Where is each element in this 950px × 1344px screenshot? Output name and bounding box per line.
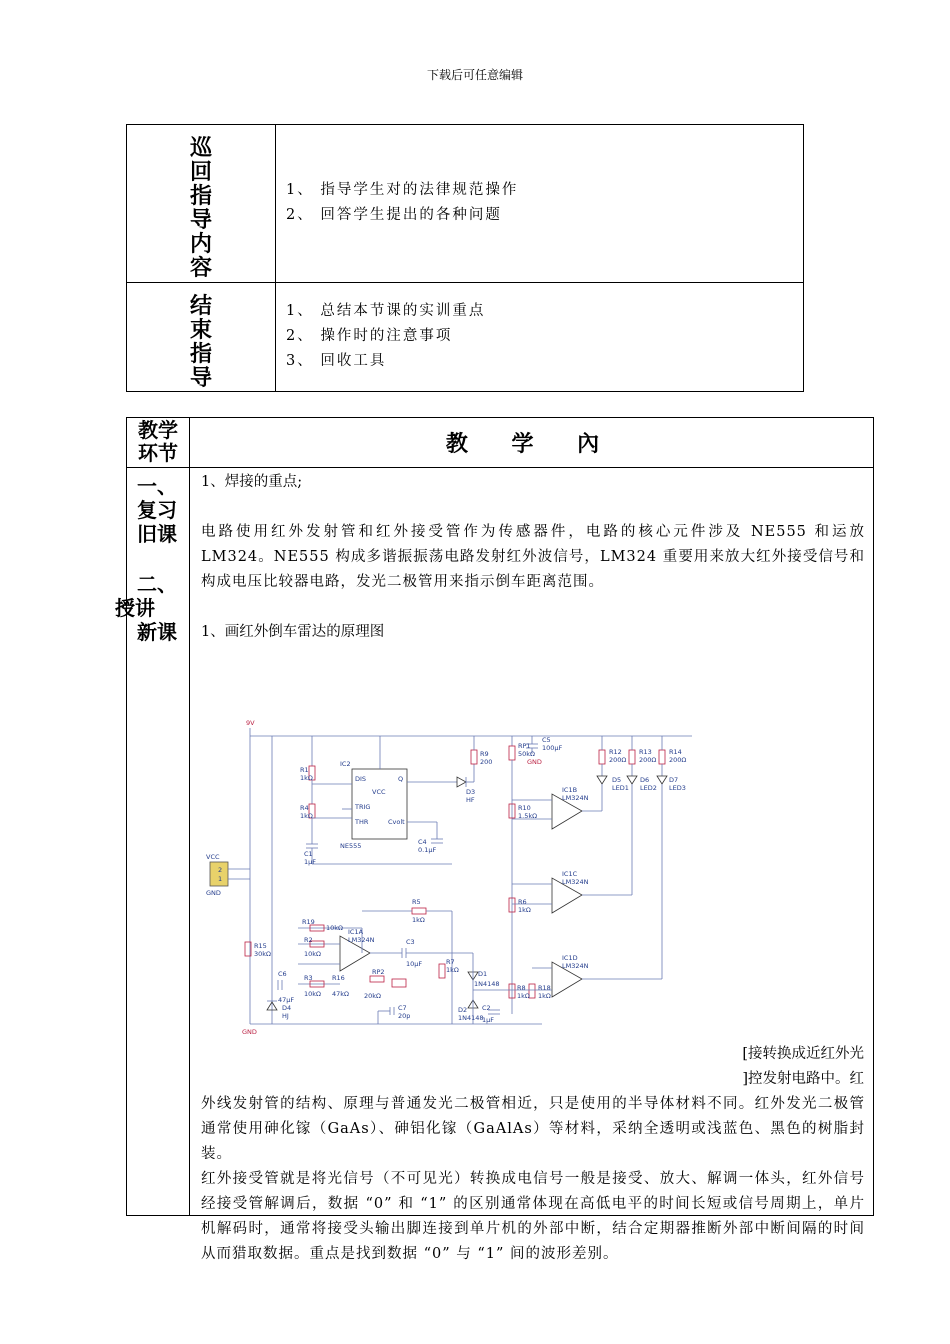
label-c5: C5 xyxy=(542,736,551,744)
lesson-table xyxy=(115,417,874,1262)
label-d1v: 1N4148 xyxy=(474,980,500,988)
row-label: 巡回指导内容 xyxy=(127,125,276,283)
label-gnd-bottom: GND xyxy=(242,1028,257,1036)
label-c7v: 20p xyxy=(398,1012,411,1020)
label-r14: R14 xyxy=(669,748,682,756)
label-d2v: 1N4148 xyxy=(458,1014,484,1022)
cut-text-line-2: ]控发射电路中。红 xyxy=(742,1071,864,1087)
label-d4v: HJ xyxy=(282,1012,289,1020)
label-gnd-top: GND xyxy=(527,758,542,766)
label-r16: R16 xyxy=(332,974,345,982)
label-r18: R18 xyxy=(538,984,551,992)
label-led2: LED2 xyxy=(640,784,657,792)
label-r4: R4 xyxy=(300,804,309,812)
label-r1: R1 xyxy=(300,766,309,774)
label-c3v: 10μF xyxy=(406,960,423,968)
label-lm324-c: LM324N xyxy=(562,878,589,886)
cut-text-line-1: [接转换成近红外光 xyxy=(742,1046,864,1062)
label-r3: R3 xyxy=(304,974,313,982)
label-c1: C1 xyxy=(304,850,313,858)
table-row xyxy=(127,468,874,1216)
label-r2: R2 xyxy=(304,936,313,944)
label-vcc: VCC xyxy=(206,853,220,861)
row-content xyxy=(276,125,804,283)
label-thr: THR xyxy=(355,818,369,826)
label-r13v: 200Ω xyxy=(639,756,657,764)
label-r6: R6 xyxy=(518,898,527,906)
label-r2v: 10kΩ xyxy=(304,950,322,958)
label-d3: D3 xyxy=(466,788,476,796)
label-ic2: IC2 xyxy=(340,760,351,768)
label-ne555: NE555 xyxy=(340,842,362,850)
label-r5v: 1kΩ xyxy=(412,916,425,924)
label-d4: D4 xyxy=(282,1004,292,1012)
label-q: Q xyxy=(398,775,404,783)
list-item: 3、 回收工具 xyxy=(286,353,387,369)
label-r13: R13 xyxy=(639,748,652,756)
label-r19v: 10kΩ xyxy=(326,924,344,932)
row-content xyxy=(276,283,804,392)
item-weld-focus: 1、焊接的重点; xyxy=(201,474,303,490)
label-r3v: 10kΩ xyxy=(304,990,322,998)
column-header: 教学环节 xyxy=(127,418,190,468)
table-row xyxy=(127,418,874,468)
label-c5v: 100μF xyxy=(542,744,563,752)
section-title: 教 学 內 xyxy=(190,418,874,468)
label-trig: TRIG xyxy=(355,803,371,811)
list-item: 2、 操作时的注意事项 xyxy=(286,328,453,344)
ir-receiver-description: 红外接受管就是将光信号（不可见光）转换成电信号一般是接受、放大、解调一体头，红外信号经接受管解调后，数据 “0” 和 “1” 的区别通常体现在高低电平的时间长短或信号周期上，单片机解码时，通常将接受头输出脚连接到单片机的外部中断，结合定期器推断外部中断间隔的时间从而猎取数据。重点是找到数据 “0” 与 “1” 间的波形差别。 xyxy=(201,1171,865,1262)
label-rp2: RP2 xyxy=(372,968,385,976)
label-r7v: 1kΩ xyxy=(446,966,459,974)
label-r12v: 200Ω xyxy=(609,756,627,764)
label-d3v: HF xyxy=(466,796,475,804)
header-note: 下载后可任意编辑 xyxy=(426,68,523,82)
label-d5: D5 xyxy=(612,776,622,784)
label-ic1b: IC1B xyxy=(562,786,578,794)
label-c3: C3 xyxy=(406,938,415,946)
label-lm324-a: LM324N xyxy=(348,936,375,944)
stage-labels: 一、 复习 旧课 二、 授讲 新课 xyxy=(127,468,190,1216)
label-vcc-gnd: GND xyxy=(206,889,221,897)
label-r8: R8 xyxy=(517,984,526,992)
label-c4: C4 xyxy=(418,838,427,846)
label-ic1c: IC1C xyxy=(562,870,578,878)
guidance-table xyxy=(126,124,804,392)
label-ic1a: IC1A xyxy=(348,928,364,936)
label-r9: R9 xyxy=(480,750,489,758)
label-9v: 9V xyxy=(246,719,255,727)
label-rp2v: 20kΩ xyxy=(364,992,382,1000)
label-c6v: 47μF xyxy=(278,996,295,1004)
label-r10: R10 xyxy=(518,804,531,812)
label-vcc-pin: VCC xyxy=(372,788,386,796)
label-r8v: 1kΩ xyxy=(517,992,530,1000)
label-c7: C7 xyxy=(398,1004,407,1012)
label-ic1d: IC1D xyxy=(562,954,578,962)
row-label: 结束指导 xyxy=(127,283,276,392)
label-c4v: 0.1μF xyxy=(418,846,437,854)
label-lm324-d: LM324N xyxy=(562,962,589,970)
label-r5: R5 xyxy=(412,898,421,906)
label-r6v: 1kΩ xyxy=(518,906,531,914)
item-draw-schematic: 1、画红外倒车雷达的原理图 xyxy=(201,624,385,640)
label-r9v: 200 xyxy=(480,758,493,766)
label-pin2: 2 xyxy=(218,866,223,874)
label-r10v: 1.5kΩ xyxy=(518,812,538,820)
label-c2v: 1μF xyxy=(482,1016,495,1024)
ir-emitter-description: 外线发射管的结构、原理与普通发光二极管相近，只是使用的半导体材料不同。红外发光二极管通常使用砷化镓（GaAs）、砷铝化镓（GaAlAs）等材料，采纳全透明或浅蓝色、黑色的树脂封装。 xyxy=(201,1096,865,1162)
lesson-content xyxy=(190,468,874,1262)
label-led1: LED1 xyxy=(612,784,629,792)
label-led3: LED3 xyxy=(669,784,686,792)
label-r12: R12 xyxy=(609,748,622,756)
label-d1: D1 xyxy=(478,970,488,978)
table-row xyxy=(127,125,804,283)
label-c2: C2 xyxy=(482,1004,491,1012)
list-item: 1、 指导学生对的法律规范操作 xyxy=(286,182,519,198)
label-r4v: 1kΩ xyxy=(300,812,313,820)
label-r15v: 30kΩ xyxy=(254,950,272,958)
label-r15: R15 xyxy=(254,942,267,950)
table-row xyxy=(127,283,804,392)
label-c1v: 1μF xyxy=(304,858,317,866)
label-r16v: 47kΩ xyxy=(332,990,350,998)
list-item: 1、 总结本节课的实训重点 xyxy=(286,303,486,319)
label-pin1: 1 xyxy=(218,875,223,883)
list-item: 2、 回答学生提出的各种问题 xyxy=(286,207,502,223)
label-r19: R19 xyxy=(302,918,315,926)
label-d6: D6 xyxy=(640,776,650,784)
label-lm324-b: LM324N xyxy=(562,794,589,802)
ir-radar-schematic xyxy=(206,714,712,1038)
label-d2: D2 xyxy=(458,1006,468,1014)
label-r14v: 200Ω xyxy=(669,756,687,764)
circuit-description: 电路使用红外发射管和红外接受管作为传感器件，电路的核心元件涉及 NE555 和运放 LM324。NE555 构成多谐振振荡电路发射红外波信号，LM324 重要用来放大红外接受信号和构成电压比较器电路，发光二极管用来指示倒车距离范围。 xyxy=(201,524,865,590)
label-r18v: 1kΩ xyxy=(538,992,551,1000)
label-r7: R7 xyxy=(446,958,455,966)
label-cvolt: Cvolt xyxy=(388,818,405,826)
label-rp1v: 50kΩ xyxy=(518,750,536,758)
label-r1v: 1kΩ xyxy=(300,774,313,782)
label-d7: D7 xyxy=(669,776,679,784)
label-dis: DIS xyxy=(355,775,367,783)
label-c6: C6 xyxy=(278,970,287,978)
label-rp1: RP1 xyxy=(518,742,531,750)
